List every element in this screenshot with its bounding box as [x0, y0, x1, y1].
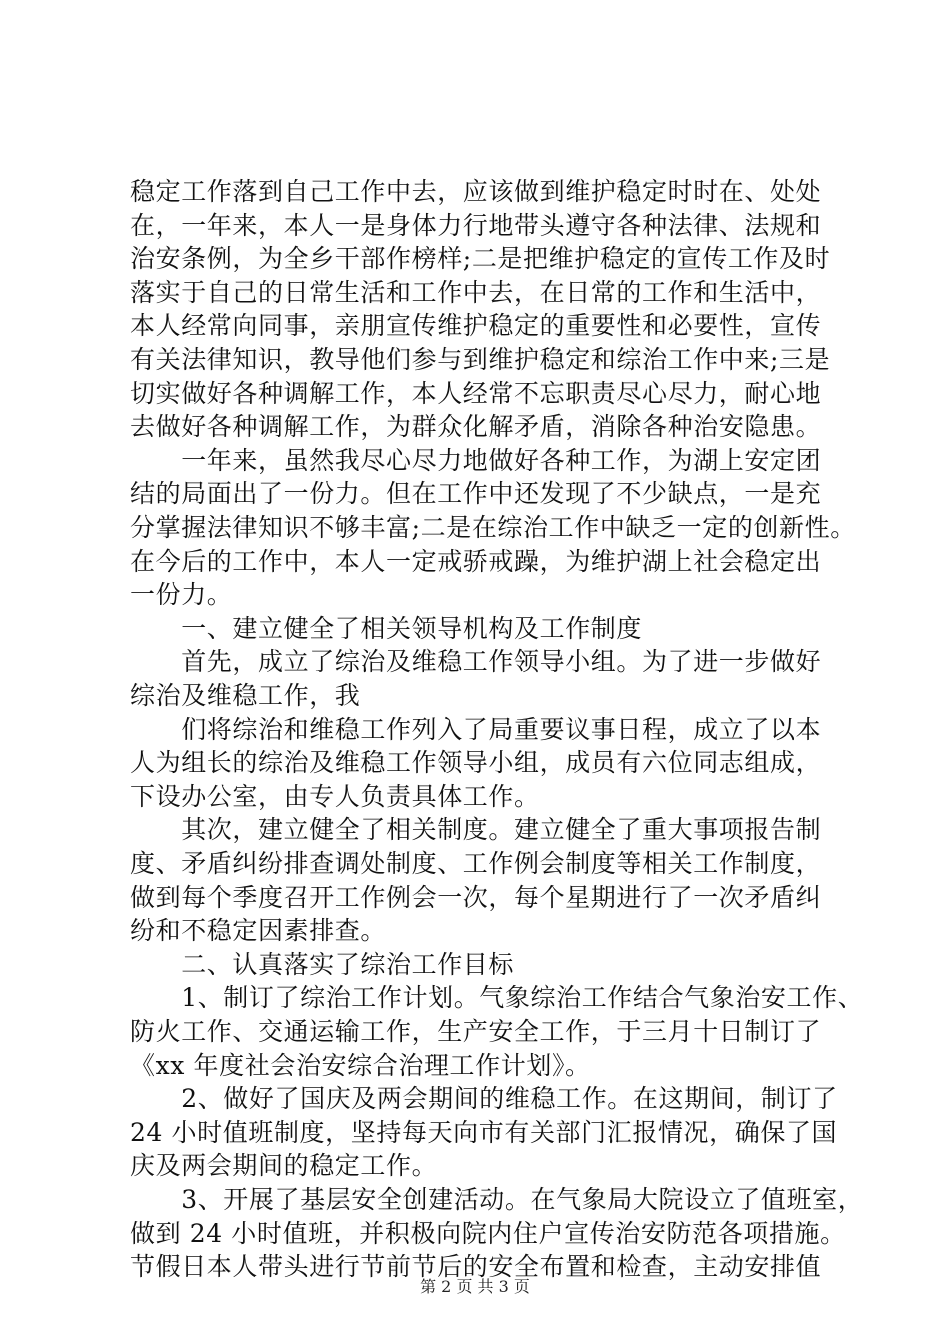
text-line: 在今后的工作中，本人一定戒骄戒躁，为维护湖上社会稳定出	[130, 546, 822, 576]
text-line: 有关法律知识，教导他们参与到维护稳定和综治工作中来;三是	[130, 345, 831, 374]
text-line: 度、矛盾纠纷排查调处制度、工作例会制度等相关工作制度，	[130, 849, 822, 878]
text-line: 去做好各种调解工作，为群众化解矛盾，消除各种治安隐患。	[130, 412, 822, 442]
text-line: 其次，建立健全了相关制度。建立健全了重大事项报告制	[130, 815, 822, 845]
text-line: 做到 24 小时值班，并积极向院内住户宣传治安防范各项措施。	[130, 1218, 846, 1248]
text-line: 24 小时值班制度，坚持每天向市有关部门汇报情况，确保了国	[130, 1117, 838, 1147]
text-line: 节假日本人带头进行节前节后的安全布置和检查，主动安排值	[130, 1252, 822, 1282]
text-line: 本人经常向同事，亲朋宣传维护稳定的重要性和必要性，宣传	[130, 311, 822, 341]
text-line: 综治及维稳工作，我	[130, 681, 361, 710]
text-line: 2、做好了国庆及两会期间的维稳工作。在这期间，制订了	[130, 1084, 838, 1114]
text-line: 们将综治和维稳工作列入了局重要议事日程，成立了以本	[130, 714, 822, 744]
text-line: 切实做好各种调解工作，本人经常不忘职责尽心尽力，耐心地	[130, 378, 822, 408]
text-line: 一年来，虽然我尽心尽力地做好各种工作，为湖上安定团	[130, 445, 822, 475]
page-footer: 第 2 页 共 3 页	[420, 1277, 530, 1296]
text-line: 纷和不稳定因素排查。	[130, 916, 387, 946]
text-line: 3、开展了基层安全创建活动。在气象局大院设立了值班室，	[130, 1185, 864, 1214]
text-line: 结的局面出了一份力。但在工作中还发现了不少缺点，一是充	[130, 479, 822, 509]
text-line: 庆及两会期间的稳定工作。	[130, 1151, 438, 1181]
text-line: 首先，成立了综治及维稳工作领导小组。为了进一步做好	[130, 647, 822, 677]
text-line: 落实于自己的日常生活和工作中去，在日常的工作和生活中，	[130, 277, 822, 307]
text-line: 人为组长的综治及维稳工作领导小组，成员有六位同志组成，	[130, 748, 822, 778]
text-line: 做到每个季度召开工作例会一次，每个星期进行了一次矛盾纠	[130, 882, 822, 912]
text-line: 一份力。	[130, 580, 233, 610]
text-line: 在，一年来，本人一是身体力行地带头遵守各种法律、法规和	[130, 210, 822, 240]
text-line: 二、认真落实了综治工作目标	[130, 949, 515, 979]
text-line: 分掌握法律知识不够丰富;二是在综治工作中缺乏一定的创新性。	[130, 513, 856, 542]
text-line: 下设办公室，由专人负责具体工作。	[130, 781, 540, 811]
text-line: 《xx 年度社会治安综合治理工作计划》。	[130, 1050, 591, 1080]
text-line: 防火工作、交通运输工作，生产安全工作，于三月十日制订了	[130, 1017, 822, 1046]
text-line: 治安条例，为全乡干部作榜样;二是把维护稳定的宣传工作及时	[130, 244, 831, 274]
text-line: 1、制订了综治工作计划。气象综治工作结合气象治安工作、	[130, 983, 864, 1013]
text-line: 一、建立健全了相关领导机构及工作制度	[130, 613, 643, 643]
text-line: 稳定工作落到自己工作中去，应该做到维护稳定时时在、处处	[130, 177, 822, 206]
